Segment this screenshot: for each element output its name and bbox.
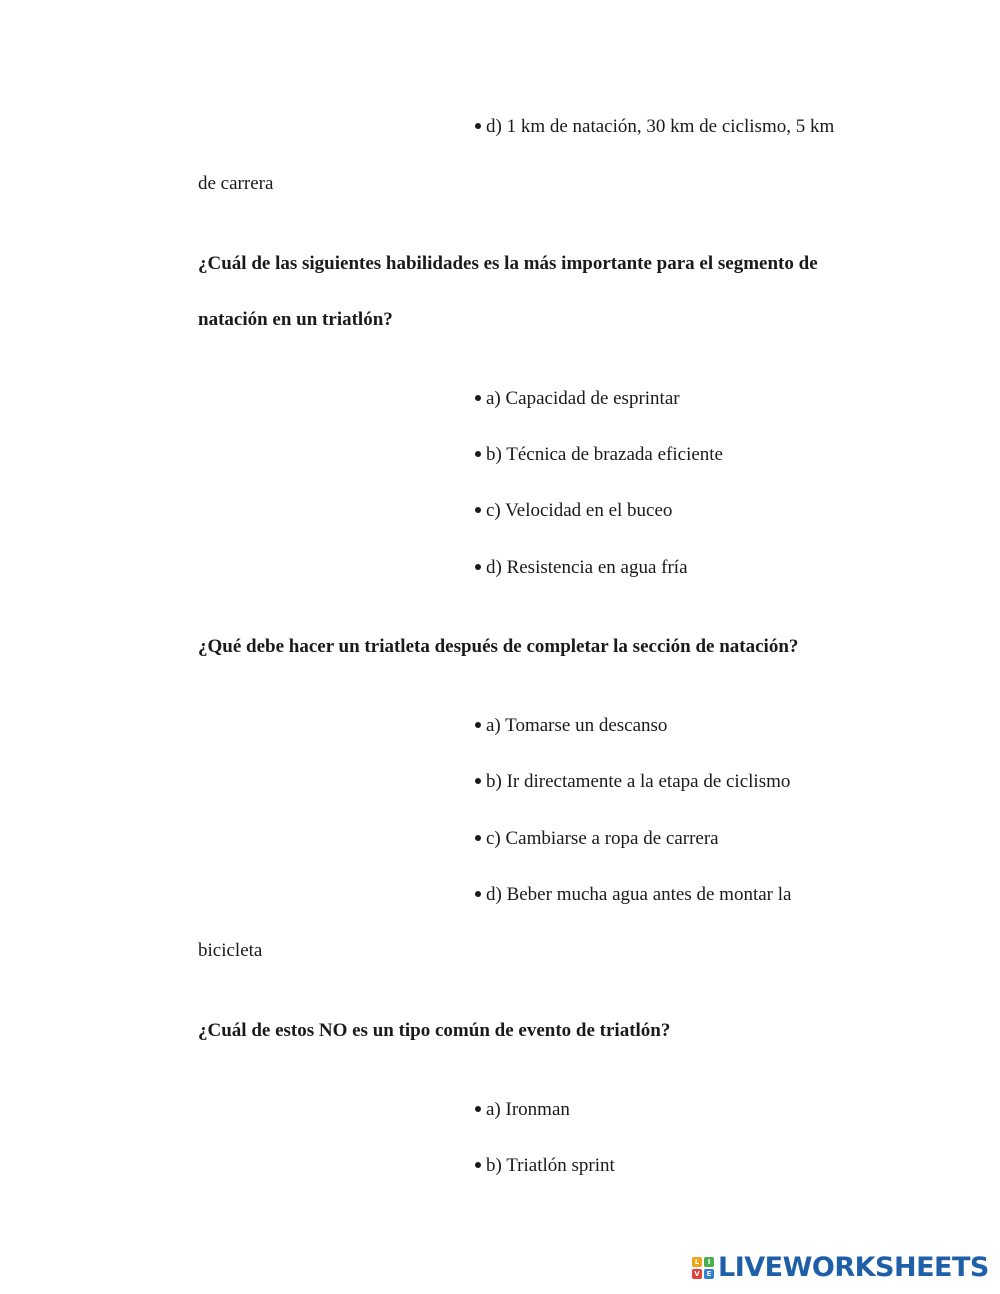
answer-option: c) Cambiarse a ropa de carrera xyxy=(475,827,719,851)
bullet-icon xyxy=(475,835,481,841)
answer-option: b) Técnica de brazada eficiente xyxy=(475,443,723,467)
question-title-continued: natación en un triatlón? xyxy=(198,309,393,330)
answer-option: b) Ir directamente a la etapa de ciclismo xyxy=(475,770,790,794)
answer-option: a) Ironman xyxy=(475,1098,570,1122)
bullet-icon xyxy=(475,891,481,897)
logo-mark-icon: L I V E xyxy=(692,1257,714,1279)
bullet-icon xyxy=(475,451,481,457)
question-title: ¿Qué debe hacer un triatleta después de completar la sección de natación? xyxy=(198,636,799,657)
list-item: d) 1 km de natación, 30 km de ciclismo, 5 km xyxy=(475,115,834,139)
answer-option: d) Resistencia en agua fría xyxy=(475,556,688,580)
bullet-icon xyxy=(475,1162,481,1168)
answer-option: d) Beber mucha agua antes de montar la xyxy=(475,883,791,907)
answer-option: b) Triatlón sprint xyxy=(475,1154,615,1178)
question-title: ¿Cuál de las siguientes habilidades es la más importante para el segmento de xyxy=(198,253,818,274)
question-title: ¿Cuál de estos NO es un tipo común de evento de triatlón? xyxy=(198,1020,671,1041)
continuation-text: de carrera xyxy=(198,173,274,194)
bullet-icon xyxy=(475,395,481,401)
liveworksheets-logo xyxy=(692,1253,989,1283)
answer-option: c) Velocidad en el buceo xyxy=(475,499,672,523)
bullet-icon xyxy=(475,1106,481,1112)
bullet-icon xyxy=(475,564,481,570)
logo-text: LIVEWORKSHEETS xyxy=(718,1252,989,1283)
bullet-icon xyxy=(475,778,481,784)
continuation-text: bicicleta xyxy=(198,940,263,961)
bullet-icon xyxy=(475,722,481,728)
bullet-icon xyxy=(475,507,481,513)
bullet-icon xyxy=(475,123,481,129)
answer-option: a) Capacidad de esprintar xyxy=(475,387,680,411)
answer-option: a) Tomarse un descanso xyxy=(475,714,667,738)
